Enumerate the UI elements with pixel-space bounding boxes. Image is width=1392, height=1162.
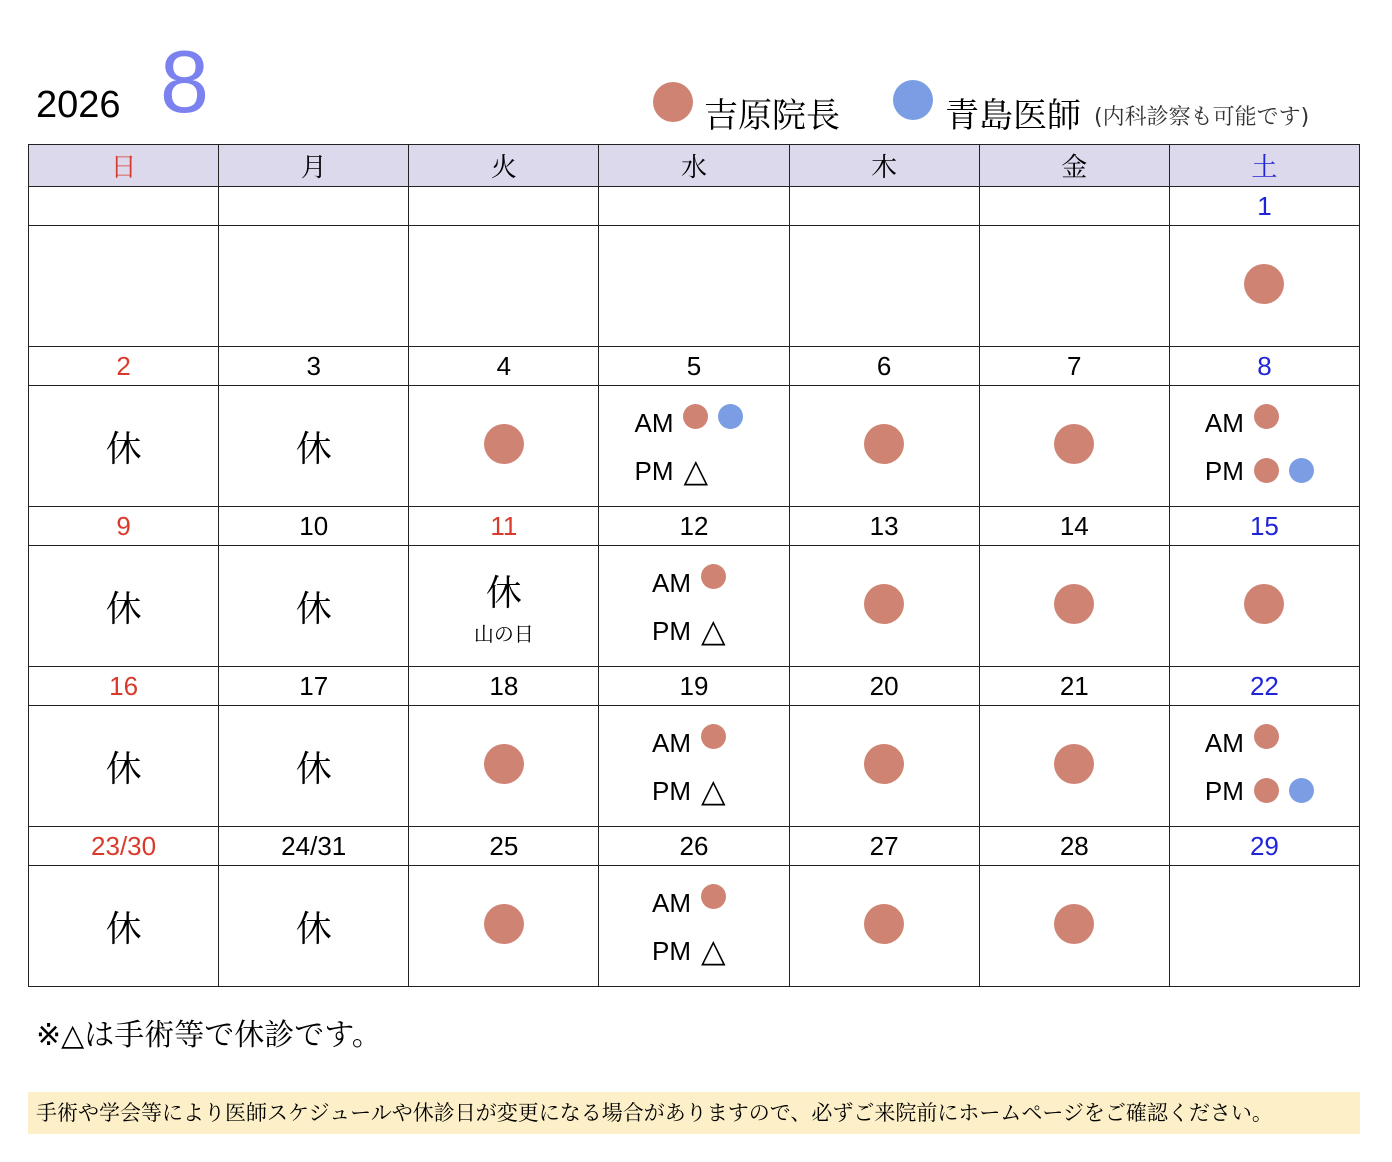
ampm-schedule — [1205, 398, 1324, 494]
date-number: 15 — [1169, 507, 1359, 546]
date-number: 26 — [599, 827, 789, 866]
schedule-cell — [789, 866, 979, 987]
date-number: 29 — [1169, 827, 1359, 866]
schedule-cell — [1169, 226, 1359, 347]
schedule-cell — [789, 226, 979, 347]
schedule-cell — [409, 226, 599, 347]
date-number — [979, 187, 1169, 226]
schedule-cell — [1169, 386, 1359, 507]
director-dot — [701, 884, 726, 909]
pm-label: PM — [1204, 455, 1244, 486]
date-number: 23/30 — [29, 827, 219, 866]
weekday-header-row — [29, 145, 1360, 187]
schedule-cell — [599, 226, 789, 347]
schedule-cell — [599, 546, 789, 667]
date-number: 3 — [219, 347, 409, 386]
ampm-schedule — [652, 878, 736, 974]
date-number: 2 — [29, 347, 219, 386]
am-label: AM — [1204, 407, 1244, 438]
pm-label: PM — [651, 615, 691, 646]
weekday-sunday: 日 — [29, 145, 219, 187]
schedule-cell — [979, 866, 1169, 987]
footnote: ※△は手術等で休診です。 — [36, 1018, 382, 1053]
schedule-cell — [979, 386, 1169, 507]
director-open-dot — [1244, 584, 1284, 624]
closed-mark: 休 — [295, 428, 332, 470]
date-row — [29, 507, 1360, 546]
date-number: 19 — [599, 667, 789, 706]
schedule-cell — [1169, 706, 1359, 827]
am-row — [652, 558, 736, 606]
date-number — [219, 187, 409, 226]
date-number: 12 — [599, 507, 789, 546]
director-open-dot — [1054, 904, 1094, 944]
am-row — [1205, 718, 1324, 766]
doctor-dot — [1289, 458, 1314, 483]
closed-mark: 休 — [105, 748, 142, 790]
schedule-cell — [979, 706, 1169, 827]
schedule-row — [29, 706, 1360, 827]
director-open-dot — [484, 744, 524, 784]
pm-label: PM — [651, 935, 691, 966]
schedule-cell — [409, 546, 599, 667]
closed-mark: 休 — [295, 908, 332, 950]
date-number: 27 — [789, 827, 979, 866]
schedule-cell — [979, 226, 1169, 347]
closed-mark: 休 — [295, 588, 332, 630]
date-number: 17 — [219, 667, 409, 706]
doctor-dot — [718, 404, 743, 429]
date-number: 18 — [409, 667, 599, 706]
legend-doctor-name: 青島医師 — [945, 96, 1081, 136]
schedule-cell — [219, 226, 409, 347]
date-number: 1 — [1169, 187, 1359, 226]
weekday-saturday: 土 — [1169, 145, 1359, 187]
date-number: 16 — [29, 667, 219, 706]
schedule-cell — [979, 546, 1169, 667]
date-number: 8 — [1169, 347, 1359, 386]
schedule-cell — [219, 386, 409, 507]
legend-dot-director — [653, 82, 693, 122]
director-dot — [701, 564, 726, 589]
am-label: AM — [634, 407, 674, 438]
schedule-cell — [29, 866, 219, 987]
date-number — [599, 187, 789, 226]
schedule-row — [29, 226, 1360, 347]
closed-mark: 休 — [105, 588, 142, 630]
schedule-cell — [789, 386, 979, 507]
closed-mark: 休 — [485, 573, 522, 614]
closed-mark: 休 — [295, 748, 332, 790]
pm-label: PM — [1204, 775, 1244, 806]
schedule-cell — [409, 706, 599, 827]
schedule-cell — [29, 386, 219, 507]
schedule-cell — [1169, 866, 1359, 987]
director-open-dot — [484, 424, 524, 464]
pm-row — [1205, 446, 1324, 494]
schedule-cell — [789, 706, 979, 827]
pm-row — [652, 926, 736, 974]
date-number: 28 — [979, 827, 1169, 866]
ampm-schedule — [1205, 718, 1324, 814]
date-number: 9 — [29, 507, 219, 546]
date-number — [789, 187, 979, 226]
am-row — [652, 878, 736, 926]
director-open-dot — [484, 904, 524, 944]
surgery-closed-mark: △ — [700, 611, 726, 650]
date-row — [29, 347, 1360, 386]
schedule-cell — [29, 226, 219, 347]
schedule-cell — [219, 866, 409, 987]
legend-director-name: 吉原院長 — [704, 96, 840, 136]
calendar-body — [29, 187, 1360, 987]
weekday-wednesday: 水 — [599, 145, 789, 187]
date-row — [29, 187, 1360, 226]
date-number: 22 — [1169, 667, 1359, 706]
schedule-cell — [599, 706, 789, 827]
am-row — [652, 718, 736, 766]
schedule-change-notice: 手術や学会等により医師スケジュールや休診日が変更になる場合がありますので、必ずご来院前にホームページをご確認ください。 — [28, 1092, 1360, 1134]
pm-row — [1205, 766, 1324, 814]
ampm-schedule — [652, 558, 736, 654]
director-open-dot — [864, 584, 904, 624]
am-row — [1205, 398, 1324, 446]
date-number: 7 — [979, 347, 1169, 386]
doctor-dot — [1289, 778, 1314, 803]
weekday-tuesday: 火 — [409, 145, 599, 187]
director-dot — [1254, 404, 1279, 429]
schedule-cell — [29, 546, 219, 667]
date-number — [409, 187, 599, 226]
date-number: 13 — [789, 507, 979, 546]
director-open-dot — [1054, 584, 1094, 624]
date-number: 11 — [409, 507, 599, 546]
surgery-closed-mark: △ — [683, 451, 709, 490]
schedule-cell — [599, 386, 789, 507]
closed-mark: 休 — [105, 908, 142, 950]
am-label: AM — [651, 567, 691, 598]
ampm-schedule — [652, 718, 736, 814]
date-number: 20 — [789, 667, 979, 706]
schedule-row — [29, 866, 1360, 987]
schedule-cell — [409, 866, 599, 987]
surgery-closed-mark: △ — [700, 771, 726, 810]
legend-dot-doctor — [893, 80, 933, 120]
schedule-cell — [599, 866, 789, 987]
am-label: AM — [651, 727, 691, 758]
date-number: 25 — [409, 827, 599, 866]
schedule-row — [29, 546, 1360, 667]
date-number: 24/31 — [219, 827, 409, 866]
am-row — [634, 398, 753, 446]
year: 2026 — [36, 84, 121, 126]
pm-label: PM — [651, 775, 691, 806]
date-row — [29, 667, 1360, 706]
ampm-schedule — [634, 398, 753, 494]
legend-doctor-note: (内科診察も可能です) — [1094, 105, 1310, 130]
director-open-dot — [1054, 744, 1094, 784]
date-number: 4 — [409, 347, 599, 386]
pm-row — [652, 606, 736, 654]
director-open-dot — [864, 904, 904, 944]
closed-mark: 休 — [105, 428, 142, 470]
schedule-row — [29, 386, 1360, 507]
weekday-friday: 金 — [979, 145, 1169, 187]
director-open-dot — [1054, 424, 1094, 464]
director-dot — [683, 404, 708, 429]
director-dot — [1254, 778, 1279, 803]
director-dot — [701, 724, 726, 749]
director-dot — [1254, 724, 1279, 749]
director-open-dot — [1244, 264, 1284, 304]
schedule-cell — [1169, 546, 1359, 667]
director-dot — [1254, 458, 1279, 483]
weekday-monday: 月 — [219, 145, 409, 187]
schedule-cell — [409, 386, 599, 507]
director-open-dot — [864, 424, 904, 464]
date-number: 10 — [219, 507, 409, 546]
schedule-cell — [789, 546, 979, 667]
date-number: 6 — [789, 347, 979, 386]
director-open-dot — [864, 744, 904, 784]
month: 8 — [160, 32, 209, 131]
holiday-name: 山の日 — [473, 622, 534, 646]
date-number: 14 — [979, 507, 1169, 546]
date-row — [29, 827, 1360, 866]
schedule-cell — [219, 706, 409, 827]
am-label: AM — [651, 887, 691, 918]
weekday-thursday: 木 — [789, 145, 979, 187]
pm-row — [634, 446, 753, 494]
date-number: 21 — [979, 667, 1169, 706]
schedule-cell — [29, 706, 219, 827]
pm-label: PM — [634, 455, 674, 486]
pm-row — [652, 766, 736, 814]
calendar-table — [28, 144, 1360, 987]
schedule-cell — [219, 546, 409, 667]
surgery-closed-mark: △ — [700, 931, 726, 970]
date-number — [29, 187, 219, 226]
date-number: 5 — [599, 347, 789, 386]
am-label: AM — [1204, 727, 1244, 758]
